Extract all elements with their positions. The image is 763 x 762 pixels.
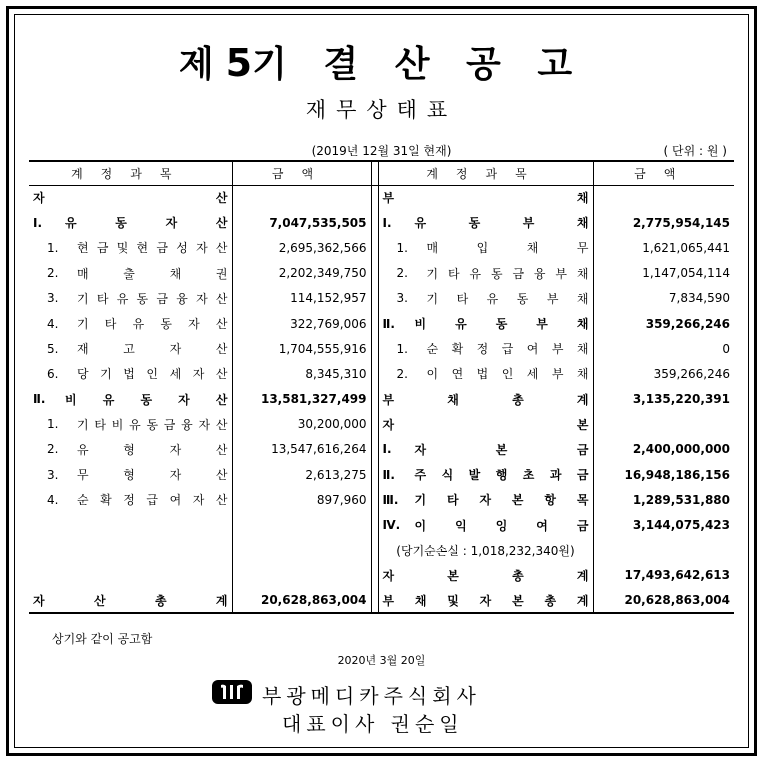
header-right-amount: 금액: [593, 161, 734, 185]
account-label: [65, 391, 228, 408]
column-gap: [371, 185, 378, 210]
label-char: 과: [549, 468, 562, 483]
label-char: 부: [546, 291, 559, 306]
table-header: [29, 161, 734, 185]
empty-amount-cell: [232, 512, 371, 537]
label-char: 타: [96, 291, 109, 306]
label-char: 정: [123, 493, 135, 508]
item-number: 2.: [47, 442, 59, 457]
item-number: 5.: [47, 341, 59, 356]
label-char: 세: [526, 367, 539, 382]
label-char: 부: [536, 317, 548, 332]
amount-cell: 7,047,535,505: [232, 210, 371, 235]
label-char: 금: [156, 291, 168, 306]
label-char: 부: [555, 266, 567, 281]
empty-amount-cell: [593, 412, 734, 437]
label-char: 본: [495, 442, 508, 457]
label-char: 유: [77, 442, 89, 457]
item-number: Ⅱ.: [382, 316, 395, 331]
column-gap: [371, 161, 378, 185]
column-gap: [371, 286, 378, 311]
column-gap: [371, 412, 378, 437]
label-char: 본: [511, 493, 524, 508]
label-char: 기: [100, 367, 112, 382]
account-label: [383, 567, 589, 584]
label-char: 동: [146, 417, 159, 432]
label-char: 총: [512, 568, 524, 583]
column-gap: [371, 512, 378, 537]
label-char: 자: [414, 442, 427, 457]
table-row: [29, 361, 734, 386]
label-char: 채: [414, 593, 427, 608]
label-char: 산: [215, 493, 228, 508]
label-char: 자: [192, 493, 205, 508]
header-left-account: 계정과목: [29, 161, 232, 185]
label-char: 기: [414, 493, 427, 508]
label-char: 유: [102, 392, 115, 407]
label-char: 타: [94, 417, 106, 432]
label-char: 부: [551, 367, 564, 382]
column-gap: [371, 487, 378, 512]
amount-cell: 2,202,349,750: [232, 261, 371, 286]
label-char: 법: [476, 367, 489, 382]
label-char: 산: [215, 392, 228, 407]
label-char: 비: [414, 317, 427, 332]
label-char: 총: [154, 593, 167, 608]
amount-cell: 2,775,954,145: [593, 210, 734, 235]
label-char: 동: [115, 216, 127, 231]
label-char: 자: [479, 493, 492, 508]
label-char: 동: [495, 317, 508, 332]
label-char: 자: [169, 442, 182, 457]
table-row: [29, 286, 734, 311]
item-number: 1.: [47, 417, 59, 432]
column-gap: [371, 210, 378, 235]
label-char: 유: [455, 317, 467, 332]
label-char: 출: [123, 266, 135, 281]
label-char: 발: [468, 468, 481, 483]
account-label: [77, 290, 228, 307]
label-char: 여: [536, 518, 548, 533]
item-number: Ⅳ.: [382, 518, 401, 533]
label-char: 자: [33, 593, 45, 608]
label-char: 무: [77, 468, 89, 483]
label-char: 행: [495, 468, 508, 483]
label-char: 타: [447, 266, 460, 281]
label-char: 인: [501, 367, 514, 382]
label-char: 본: [576, 417, 589, 432]
label-char: 채: [576, 216, 589, 231]
amount-cell: 7,834,590: [593, 286, 734, 311]
item-number: 2.: [396, 266, 408, 281]
label-char: 자: [382, 568, 395, 583]
account-label: [77, 340, 228, 357]
label-char: 채: [576, 317, 589, 332]
label-char: 융: [176, 291, 188, 306]
label-char: 이: [426, 367, 439, 382]
account-label: [415, 517, 589, 534]
item-number: 1.: [47, 240, 59, 255]
label-char: 부: [522, 216, 535, 231]
label-char: 자: [198, 417, 211, 432]
label-char: 동: [140, 392, 153, 407]
label-char: 및: [116, 241, 129, 256]
announcement-date: 2020년 3월 20일: [337, 654, 426, 667]
label-char: 타: [104, 317, 117, 332]
table-row: [29, 336, 734, 361]
label-char: 본: [447, 568, 459, 583]
label-char: 금: [512, 266, 525, 281]
label-char: 기: [77, 291, 89, 306]
company-logo-icon: [212, 680, 252, 704]
column-gap: [371, 563, 378, 588]
label-char: 급: [146, 493, 159, 508]
account-label: [77, 466, 228, 483]
label-char: 채: [576, 367, 589, 382]
label-char: 자: [382, 417, 395, 432]
label-char: 세: [169, 367, 182, 382]
table-row: [29, 512, 734, 537]
column-gap: [371, 538, 378, 563]
column-gap: [371, 387, 378, 412]
label-char: 재: [77, 342, 89, 357]
label-char: 권: [215, 266, 228, 281]
column-gap: [371, 462, 378, 487]
label-char: 확: [100, 493, 112, 508]
label-char: 채: [576, 266, 589, 281]
label-char: 동: [160, 317, 172, 332]
account-label: [427, 265, 589, 282]
label-char: 계: [576, 568, 589, 583]
label-char: 부: [382, 191, 395, 206]
label-char: 자: [169, 468, 182, 483]
label-char: 자: [196, 291, 208, 306]
account-label: [77, 441, 228, 458]
label-char: 부: [551, 342, 564, 357]
label-char: 비: [65, 392, 77, 407]
table-row: [29, 487, 734, 512]
column-gap: [371, 261, 378, 286]
item-number: Ⅰ.: [33, 215, 43, 230]
amount-cell: 13,547,616,264: [232, 437, 371, 462]
label-char: 동: [136, 291, 149, 306]
column-gap: [371, 588, 378, 613]
label-char: 순: [426, 342, 439, 357]
label-char: 유: [65, 216, 77, 231]
account-label: [77, 365, 228, 382]
amount-cell: 1,704,555,916: [232, 336, 371, 361]
label-char: 금: [96, 241, 109, 256]
label-char: 계: [215, 593, 228, 608]
label-char: 산: [93, 593, 106, 608]
label-char: 금: [163, 417, 176, 432]
item-number: Ⅱ.: [33, 392, 46, 407]
amount-cell: 3,135,220,391: [593, 387, 734, 412]
label-char: 채: [576, 191, 589, 206]
empty-amount-cell: [232, 185, 371, 210]
account-label: [427, 340, 589, 357]
label-char: 현: [77, 241, 89, 256]
table-row: [29, 387, 734, 412]
label-char: 기: [77, 417, 89, 432]
amount-cell: 359,266,246: [593, 361, 734, 386]
label-char: 융: [181, 417, 193, 432]
amount-cell: 2,400,000,000: [593, 437, 734, 462]
item-number: 3.: [396, 291, 408, 306]
label-char: 부: [382, 392, 395, 407]
label-char: 동: [468, 216, 481, 231]
amount-cell: 322,769,006: [232, 311, 371, 336]
label-char: 인: [146, 367, 159, 382]
label-char: 부: [382, 593, 395, 608]
label-char: 성: [176, 241, 188, 256]
account-label: [427, 239, 589, 256]
amount-cell: 359,266,246: [593, 311, 734, 336]
label-char: 여: [526, 342, 539, 357]
label-char: 금: [576, 518, 589, 533]
label-char: 금: [576, 442, 589, 457]
label-char: 산: [215, 216, 228, 231]
account-label: [77, 239, 228, 256]
item-number: Ⅰ.: [382, 215, 392, 230]
label-char: 주: [414, 468, 427, 483]
label-char: 계: [576, 392, 589, 407]
label-char: 연: [451, 367, 464, 382]
table-row: [29, 437, 734, 462]
label-char: 이: [414, 518, 427, 533]
empty-amount-cell: [593, 538, 734, 563]
label-char: 융: [533, 266, 546, 281]
item-number: 4.: [47, 492, 59, 507]
statement-subtitle: 재무상태표: [305, 98, 458, 122]
item-number: 6.: [47, 366, 59, 381]
label-char: 총: [544, 593, 557, 608]
label-char: 기: [426, 266, 439, 281]
empty-amount-cell: [593, 185, 734, 210]
net-loss-note: (당기순손실 : 1,018,232,340원): [396, 543, 575, 558]
table-row: [29, 311, 734, 336]
label-char: 당: [77, 367, 89, 382]
table-row: [29, 261, 734, 286]
account-label: [383, 391, 589, 408]
table-row: [29, 210, 734, 235]
table-row: [29, 538, 734, 563]
ceo-name: 대표이사 권순일: [282, 712, 464, 736]
column-gap: [371, 361, 378, 386]
account-label: [33, 189, 228, 206]
column-gap: [371, 437, 378, 462]
label-char: 유: [469, 266, 482, 281]
amount-cell: 13,581,327,499: [232, 387, 371, 412]
label-char: 목: [576, 493, 589, 508]
label-char: 산: [215, 442, 228, 457]
label-char: 산: [215, 468, 228, 483]
amount-cell: 17,493,642,613: [593, 563, 734, 588]
label-char: 산: [215, 291, 228, 306]
page-title: 제5기 결 산 공 고: [178, 41, 585, 85]
account-label: [33, 592, 228, 609]
label-char: 산: [215, 317, 228, 332]
empty-cell: [29, 512, 232, 537]
header-right-account: 계정과목: [378, 161, 593, 185]
label-char: 산: [215, 342, 228, 357]
amount-cell: 20,628,863,004: [232, 588, 371, 613]
balance-sheet-table: [29, 160, 734, 614]
label-char: 타: [446, 493, 459, 508]
label-char: 동: [516, 291, 529, 306]
label-char: 고: [123, 342, 135, 357]
label-char: 확: [451, 342, 464, 357]
item-number: 1.: [396, 341, 408, 356]
amount-cell: 1,147,054,114: [593, 261, 734, 286]
label-char: 동: [490, 266, 503, 281]
item-number: Ⅲ.: [382, 492, 399, 507]
label-char: 항: [544, 493, 556, 508]
account-label: [415, 441, 589, 458]
account-label: [383, 189, 589, 206]
account-label: [77, 265, 228, 282]
item-number: 2.: [396, 366, 408, 381]
column-gap: [371, 336, 378, 361]
label-char: 자: [188, 317, 200, 332]
account-label: [77, 491, 228, 508]
label-char: 무: [576, 241, 589, 256]
label-char: 채: [576, 291, 589, 306]
label-char: 및: [447, 593, 459, 608]
label-char: 익: [455, 518, 467, 533]
account-label: [383, 416, 589, 433]
label-char: 잉: [495, 518, 508, 533]
label-char: 채: [526, 241, 539, 256]
label-char: 자: [192, 367, 205, 382]
account-label: [415, 466, 589, 483]
label-char: 채: [169, 266, 182, 281]
account-label: [427, 365, 589, 382]
amount-cell: 3,144,075,423: [593, 512, 734, 537]
label-char: 법: [123, 367, 135, 382]
table-row: [29, 588, 734, 613]
label-char: 산: [215, 241, 228, 256]
label-char: 기: [426, 291, 439, 306]
label-char: 산: [215, 367, 228, 382]
label-char: 금: [576, 468, 589, 483]
label-char: 자: [169, 342, 182, 357]
amount-cell: 1,621,065,441: [593, 235, 734, 260]
label-char: 자: [178, 392, 190, 407]
label-char: 총: [512, 392, 524, 407]
label-char: 초: [522, 468, 535, 483]
label-char: 매: [426, 241, 439, 256]
column-gap: [371, 311, 378, 336]
announcement-statement: 상기와 같이 공고함: [52, 632, 153, 646]
label-char: 유: [132, 317, 145, 332]
label-char: 유: [129, 417, 141, 432]
account-label: [415, 214, 589, 231]
account-label: [65, 214, 228, 231]
account-label: [77, 315, 228, 332]
label-char: 계: [576, 593, 589, 608]
unit-label: ( 단위 : 원 ): [663, 144, 727, 158]
label-char: 형: [123, 442, 135, 457]
label-char: 급: [501, 342, 514, 357]
label-char: 비: [111, 417, 124, 432]
amount-cell: 20,628,863,004: [593, 588, 734, 613]
label-char: 입: [476, 241, 489, 256]
empty-cell: [29, 538, 232, 563]
label-char: 금: [156, 241, 168, 256]
amount-cell: 114,152,957: [232, 286, 371, 311]
table-row: [29, 185, 734, 210]
item-number: Ⅱ.: [382, 467, 395, 482]
amount-cell: 16,948,186,156: [593, 462, 734, 487]
column-gap: [371, 235, 378, 260]
item-number: Ⅰ.: [382, 442, 392, 457]
label-char: 유: [414, 216, 427, 231]
label-char: 산: [215, 191, 228, 206]
amount-cell: 897,960: [232, 487, 371, 512]
empty-amount-cell: [232, 538, 371, 563]
account-label: [415, 491, 589, 508]
empty-amount-cell: [232, 563, 371, 588]
table-row: [29, 462, 734, 487]
label-char: 기: [77, 317, 89, 332]
label-char: 자: [165, 216, 178, 231]
label-char: 유: [116, 291, 129, 306]
account-label: [427, 290, 589, 307]
account-label: [415, 315, 589, 332]
label-char: 타: [456, 291, 469, 306]
label-char: 식: [441, 468, 454, 483]
item-number: 2.: [47, 266, 59, 281]
header-left-amount: 금액: [232, 161, 371, 185]
amount-cell: 2,695,362,566: [232, 235, 371, 260]
company-name: 부광메디카주식회사: [262, 684, 481, 708]
amount-cell: 2,613,275: [232, 462, 371, 487]
label-char: 자: [479, 593, 492, 608]
item-number: 4.: [47, 316, 59, 331]
table-row: [29, 563, 734, 588]
label-char: 여: [169, 493, 182, 508]
table-row: [29, 235, 734, 260]
as-of-date: (2019년 12월 31일 현재): [311, 144, 452, 158]
account-label: [383, 592, 589, 609]
label-char: 자: [196, 241, 208, 256]
label-char: 산: [215, 417, 228, 432]
table-row: [29, 412, 734, 437]
label-char: 현: [136, 241, 149, 256]
item-number: 1.: [396, 240, 408, 255]
label-char: 채: [576, 342, 589, 357]
amount-cell: 0: [593, 336, 734, 361]
amount-cell: 1,289,531,880: [593, 487, 734, 512]
amount-cell: 30,200,000: [232, 412, 371, 437]
item-number: 3.: [47, 291, 59, 306]
label-char: 순: [77, 493, 89, 508]
label-char: 자: [33, 191, 45, 206]
label-char: 형: [123, 468, 135, 483]
label-char: 매: [77, 266, 89, 281]
amount-cell: 8,345,310: [232, 361, 371, 386]
label-char: 본: [512, 593, 524, 608]
label-char: 채: [447, 392, 459, 407]
label-char: 정: [476, 342, 489, 357]
label-char: 유: [486, 291, 499, 306]
item-number: 3.: [47, 467, 59, 482]
empty-cell: [29, 563, 232, 588]
account-label: [77, 416, 228, 433]
